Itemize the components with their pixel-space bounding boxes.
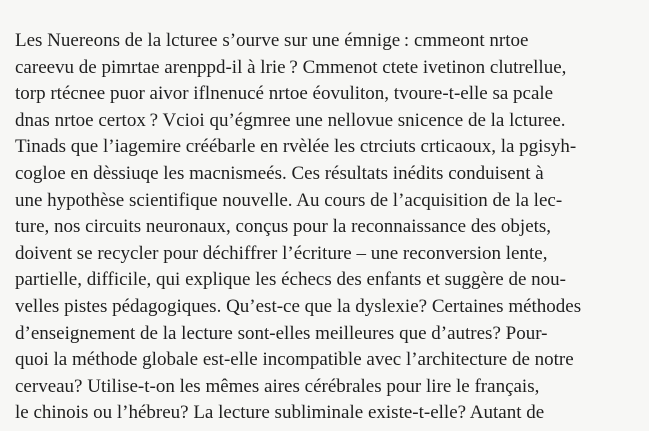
text-line: d’enseignement de la lecture sont-elles meilleures que d’autres? Pour- <box>15 322 548 344</box>
paragraph <box>15 28 640 427</box>
text-line: Tinads que l’iagemire créébarle en rvèlée les ctrciuts crticaoux, la pgisyh- <box>15 136 577 158</box>
text-line: une hypothèse scientifique nouvelle. Au cours de l’acquisition de la lec- <box>15 189 563 211</box>
text-line: quoi la méthode globale est-elle incompatible avec l’architecture de notre <box>15 349 574 371</box>
text-line: careevu de pimrtae arenppd-il à lrie ? Cmmenot ctete ivetinon clutrellue, <box>15 56 567 78</box>
text-line: cogloe en dèssiuqe les macnismeés. Ces résultats inédits conduisent à <box>15 162 544 184</box>
text-line: torp rtécnee puor aivor iflnenucé nrtoe éovuliton, tvoure-t-elle sa pcale <box>15 83 554 105</box>
text-line: dnas nrtoe certox ? Vcioi qu’égmree une nellovue snicence de la lcturee. <box>15 109 566 131</box>
text-line: doivent se recycler pour déchiffrer l’écriture – une reconversion lente, <box>15 242 548 264</box>
text-line: Les Nuereons de la lcturee s’ourve sur une émnige : cmmeont nrtoe <box>15 30 529 51</box>
text-line: cerveau? Utilise-t-on les mêmes aires cérébrales pour lire le français, <box>15 375 540 397</box>
text-line: velles pistes pédagogiques. Qu’est-ce que la dyslexie? Certaines méthodes <box>15 295 582 317</box>
text-line: ture, nos circuits neuronaux, conçus pour la reconnaissance des objets, <box>15 216 552 238</box>
text-line: le chinois ou l’hébreu? La lecture subliminale existe-t-elle? Autant de <box>15 402 545 424</box>
text-line: partielle, difficile, qui explique les échecs des enfants et suggère de nou- <box>15 269 566 291</box>
